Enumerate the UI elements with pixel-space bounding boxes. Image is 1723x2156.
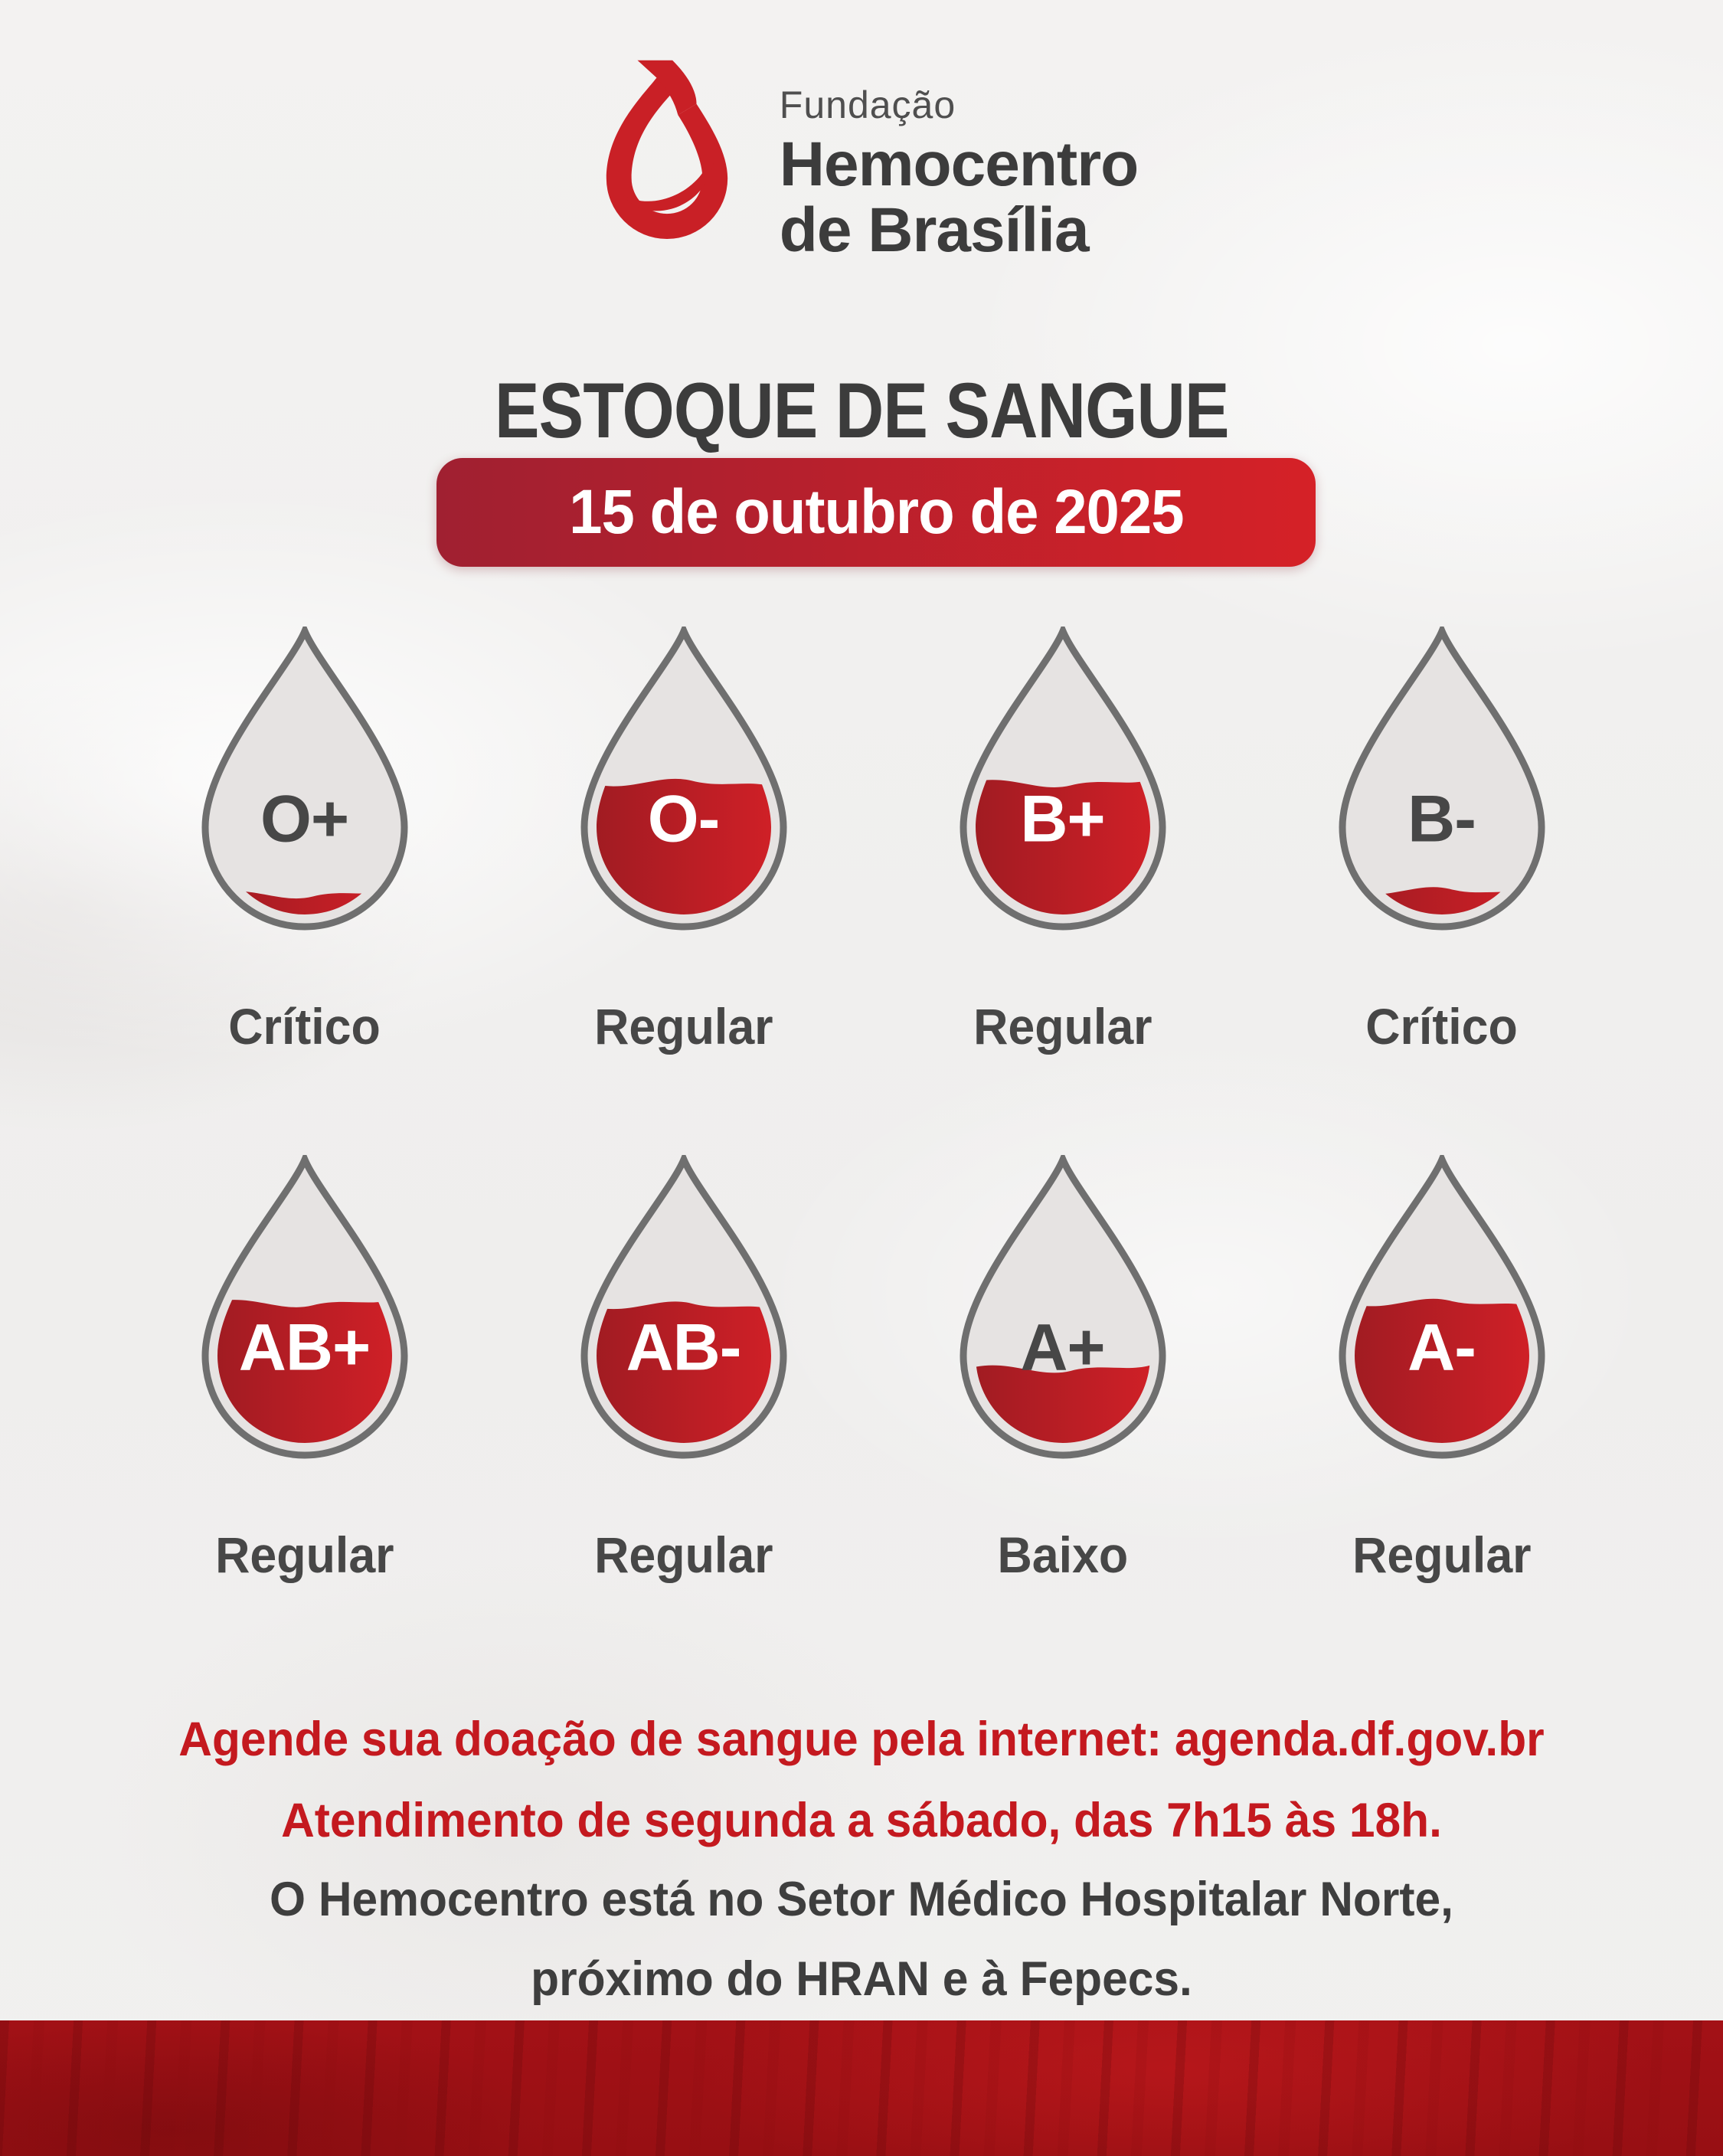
drop-icon bbox=[933, 627, 1193, 933]
blood-drop-cell-b-minus bbox=[1252, 627, 1631, 1055]
drop-icon bbox=[933, 1155, 1193, 1461]
blood-drop-cell-ab-minus bbox=[494, 1155, 873, 1584]
blood-drop-cell-ab-plus bbox=[115, 1155, 494, 1584]
logo-line-fundacao: Fundação bbox=[779, 83, 956, 126]
drop-icon bbox=[175, 1155, 435, 1461]
footer-red-band bbox=[0, 2020, 1723, 2156]
drop-icon bbox=[554, 1155, 814, 1461]
logo-line-de-brasilia: de Brasília bbox=[779, 195, 1089, 265]
appointment-note-line1: Agende sua doação de sangue pela internet: agenda.df.gov.br bbox=[178, 1713, 1545, 1766]
blood-type-label: A+ bbox=[1020, 1310, 1105, 1385]
blood-type-label: A- bbox=[1407, 1310, 1476, 1385]
logo-text bbox=[779, 40, 1139, 265]
blood-drop-cell-o-minus bbox=[494, 627, 873, 1055]
stock-status-label: Regular bbox=[1352, 1526, 1532, 1583]
blood-drop bbox=[175, 627, 435, 933]
blood-drop bbox=[175, 1155, 435, 1461]
stock-status-label: Regular bbox=[593, 998, 773, 1055]
stock-status-label: Crítico bbox=[1365, 998, 1518, 1055]
date-banner bbox=[436, 458, 1316, 567]
drop-icon bbox=[554, 627, 814, 933]
blood-drops-row-2 bbox=[115, 1155, 1631, 1584]
blood-drop bbox=[1312, 627, 1572, 933]
location-note bbox=[0, 1860, 1723, 2019]
blood-drop-cell-o-plus bbox=[115, 627, 494, 1055]
blood-type-label: AB+ bbox=[238, 1310, 371, 1385]
blood-drop-cell-a-plus bbox=[873, 1155, 1252, 1584]
blood-drops-row-1 bbox=[115, 627, 1631, 1055]
logo-line-hemocentro: Hemocentro bbox=[779, 129, 1139, 199]
stock-status-label: Regular bbox=[593, 1526, 773, 1583]
location-note-line2: próximo do HRAN e à Fepecs. bbox=[531, 1952, 1192, 2006]
blood-type-label: B+ bbox=[1020, 782, 1105, 856]
stock-status-label: Regular bbox=[973, 998, 1152, 1055]
appointment-note bbox=[0, 1699, 1723, 1861]
blood-type-label: AB- bbox=[626, 1310, 741, 1385]
blood-drop-logo-icon bbox=[585, 40, 749, 259]
blood-type-label: O+ bbox=[260, 782, 349, 856]
logo-ring bbox=[606, 78, 727, 239]
date-banner-label: 15 de outubro de 2025 bbox=[568, 477, 1184, 547]
stock-status-label: Crítico bbox=[228, 998, 381, 1055]
drop-icon bbox=[175, 627, 435, 933]
blood-drop bbox=[554, 1155, 814, 1461]
logo bbox=[0, 40, 1723, 265]
blood-drop bbox=[554, 627, 814, 933]
blood-type-label: O- bbox=[647, 782, 720, 856]
page-title: ESTOQUE DE SANGUE bbox=[494, 367, 1229, 454]
blood-drop bbox=[1312, 1155, 1572, 1461]
stock-status-label: Regular bbox=[214, 1526, 394, 1583]
blood-drop bbox=[933, 1155, 1193, 1461]
location-note-line1: O Hemocentro está no Setor Médico Hospitalar Norte, bbox=[270, 1873, 1453, 1926]
blood-drop bbox=[933, 627, 1193, 933]
stock-status-label: Baixo bbox=[997, 1526, 1128, 1583]
drop-icon bbox=[1312, 627, 1572, 933]
drop-icon bbox=[1312, 1155, 1572, 1461]
blood-type-label: B- bbox=[1407, 782, 1476, 856]
blood-drop-cell-a-minus bbox=[1252, 1155, 1631, 1584]
appointment-note-line2: Atendimento de segunda a sábado, das 7h15 às 18h. bbox=[281, 1794, 1442, 1847]
blood-drop-cell-b-plus bbox=[873, 627, 1252, 1055]
